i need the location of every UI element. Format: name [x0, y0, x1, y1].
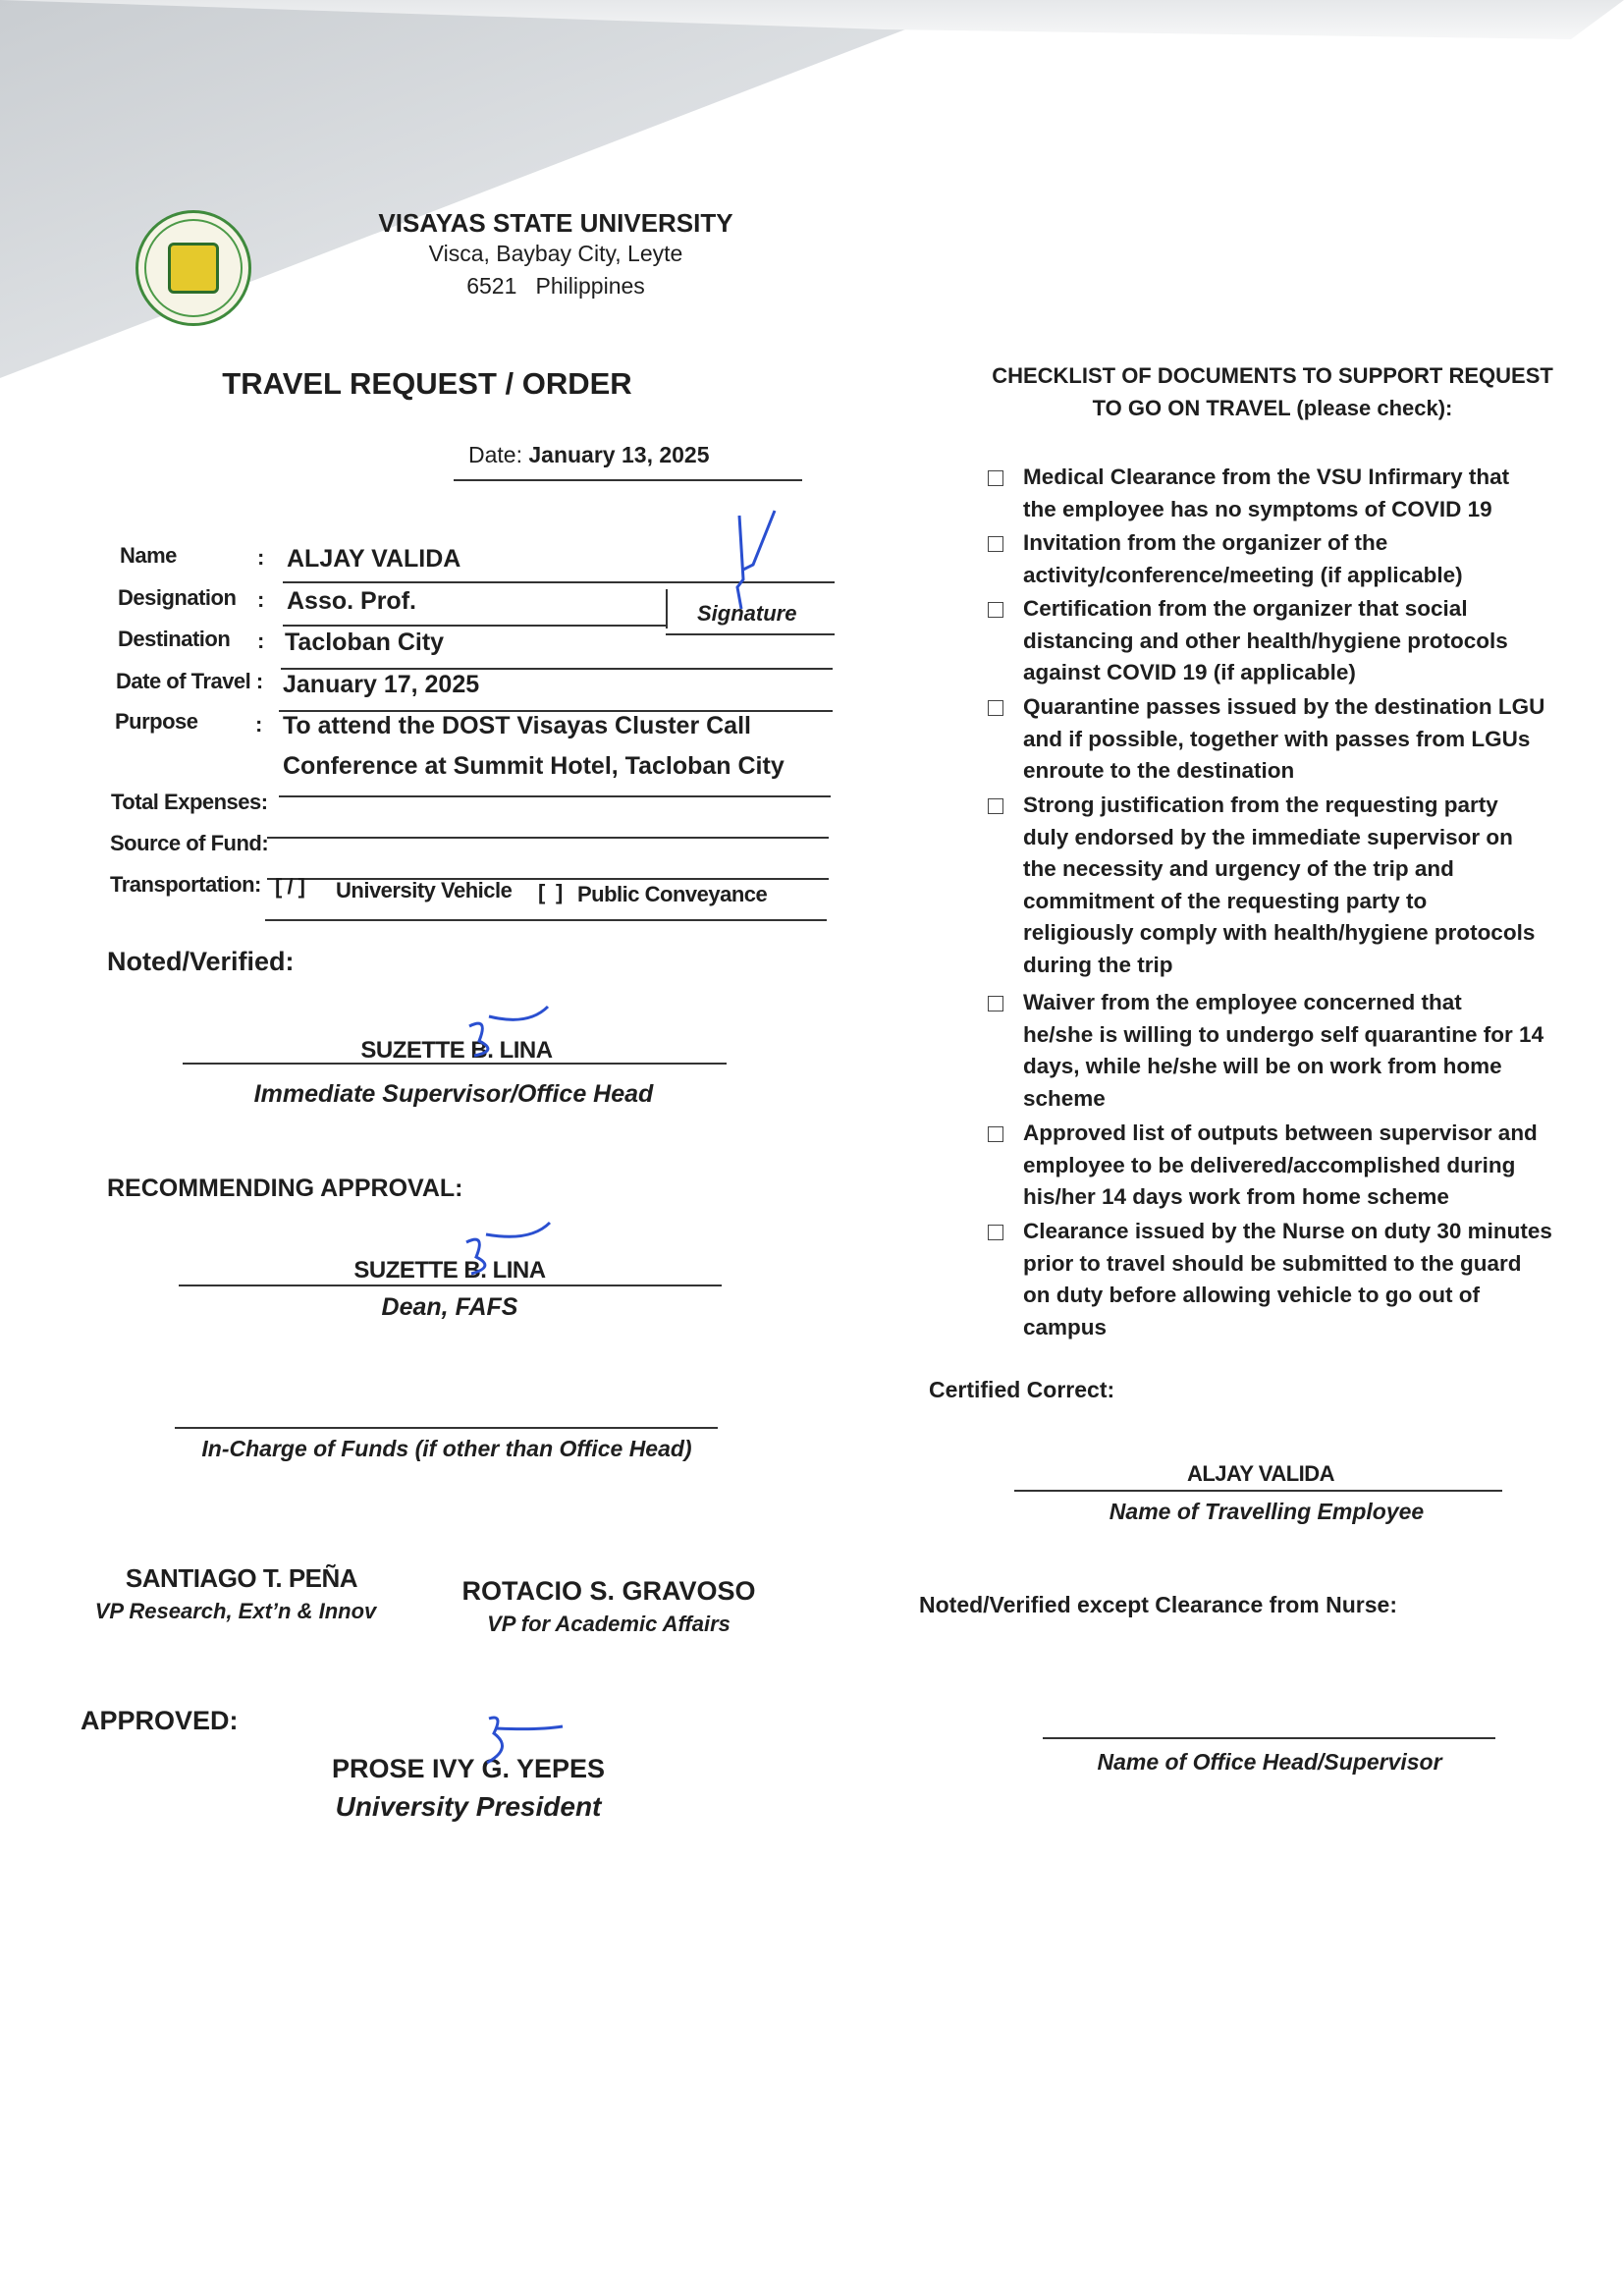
funds-line [175, 1427, 718, 1429]
recommending-heading: RECOMMENDING APPROVAL: [107, 1175, 463, 1202]
checklist-item-text: during the trip [1023, 952, 1173, 977]
supervisor-role: Immediate Supervisor/Office Head [253, 1080, 654, 1108]
colon: : [257, 587, 264, 612]
checklist-item-text: he/she is willing to undergo self quarantine for 14 [1023, 1021, 1544, 1047]
colon: : [257, 545, 264, 570]
applicant-signature [731, 511, 781, 619]
checklist-item-text: distancing and other health/hygiene protocols [1023, 628, 1508, 653]
certified-heading: Certified Correct: [929, 1377, 1115, 1402]
date-field [468, 442, 710, 468]
president-role: University President [335, 1791, 602, 1822]
checklist-checkbox[interactable] [988, 1126, 1003, 1142]
name-value: ALJAY VALIDA [287, 545, 461, 573]
checklist-item-text: Medical Clearance from the VSU Infirmary that [1023, 465, 1510, 489]
university-address: Visca, Baybay City, Leyte [428, 241, 683, 266]
checklist-item-text: Invitation from the organizer of the [1023, 530, 1388, 555]
form-title: TRAVEL REQUEST / ORDER [222, 366, 632, 401]
checklist-item [988, 462, 1567, 525]
checklist-item-text: prior to travel should be submitted to the guard [1023, 1250, 1522, 1276]
signature-label: Signature [697, 601, 797, 626]
checklist-item-text: Clearance issued by the Nurse on duty 30 minutes [1023, 1219, 1552, 1243]
checklist-item-text: Strong justification from the requesting party [1023, 793, 1498, 817]
purpose-line [279, 795, 831, 797]
name-label: Name [120, 543, 177, 568]
travelling-employee-name: ALJAY VALIDA [1186, 1461, 1335, 1486]
university-vehicle-label: University Vehicle [336, 878, 513, 902]
checklist-item-text: Waiver from the employee concerned that [1023, 990, 1462, 1014]
date-line [454, 479, 802, 481]
checklist-item-text: his/her 14 days work from home scheme [1023, 1184, 1449, 1209]
checklist-item-text: scheme [1023, 1085, 1106, 1111]
supervisor-name: SUZETTE B. LINA [360, 1037, 553, 1064]
signature-divider [666, 589, 668, 629]
checklist-item [988, 987, 1567, 1115]
university-name: VISAYAS STATE UNIVERSITY [378, 208, 733, 238]
checklist-item [988, 691, 1567, 788]
date-value: January 13, 2025 [528, 442, 710, 467]
dean-name: SUZETTE B. LINA [353, 1257, 546, 1284]
supervisor-signature [460, 1007, 558, 1066]
approved-heading: APPROVED: [81, 1706, 239, 1735]
president-name: PROSE IVY G. YEPES [331, 1754, 606, 1783]
checklist-item-text: religiously comply with health/hygiene protocols [1023, 920, 1536, 945]
checklist-item-text: and if possible, together with passes from LGUs [1023, 726, 1531, 751]
designation-label: Designation [118, 585, 237, 610]
office-head-line [1043, 1737, 1495, 1739]
checklist-checkbox[interactable] [988, 602, 1003, 618]
checklist-item [988, 1216, 1567, 1343]
public-conveyance-checkbox[interactable]: [ ] [538, 880, 563, 904]
dean-signature [452, 1223, 560, 1282]
checklist-item-text: campus [1023, 1314, 1108, 1339]
destination-label: Destination [118, 627, 231, 651]
vp-academic-role: VP for Academic Affairs [487, 1612, 731, 1636]
colon: : [255, 712, 262, 737]
checklist-checkbox[interactable] [988, 996, 1003, 1011]
checklist-checkbox[interactable] [988, 1225, 1003, 1240]
public-conveyance-label: Public Conveyance [577, 882, 768, 906]
vp-academic-name: ROTACIO S. GRAVOSO [461, 1576, 756, 1606]
checklist-item-text: commitment of the requesting party to [1023, 888, 1428, 913]
checklist-checkbox[interactable] [988, 700, 1003, 716]
supervisor-line [183, 1063, 727, 1065]
dean-line [179, 1285, 722, 1286]
university-vehicle-checkbox[interactable]: [ / ] [275, 874, 305, 899]
checklist-item [988, 527, 1567, 591]
funds-role: In-Charge of Funds (if other than Office Head) [201, 1436, 692, 1461]
date-label: Date: [468, 442, 522, 467]
designation-line [283, 625, 666, 627]
checklist-item-text: Approved list of outputs between supervisor and [1023, 1121, 1538, 1145]
checklist-title-line1: CHECKLIST OF DOCUMENTS TO SUPPORT REQUEST [992, 363, 1553, 388]
checklist-item [988, 593, 1567, 689]
checklist-title [992, 359, 1553, 424]
noted-heading: Noted/Verified: [107, 947, 295, 976]
total-expenses-line [267, 837, 829, 839]
checklist-item-text: enroute to the destination [1023, 758, 1295, 783]
president-signature [469, 1709, 577, 1777]
page-fold-shadow [0, 0, 1624, 393]
noted-nurse-heading: Noted/Verified except Clearance from Nurse: [919, 1592, 1397, 1617]
checklist-title-line2: TO GO ON TRAVEL (please check): [1092, 396, 1453, 420]
checklist-item-text: Quarantine passes issued by the destination LGU [1023, 694, 1545, 719]
vp-research-name: SANTIAGO T. PEÑA [125, 1563, 358, 1593]
checklist-item-text: the employee has no symptoms of COVID 19 [1023, 496, 1492, 521]
checklist-item-text: employee to be delivered/accomplished during [1023, 1152, 1516, 1177]
date-of-travel-value: January 17, 2025 [283, 671, 480, 698]
total-expenses-label: Total Expenses: [111, 790, 268, 814]
colon: : [257, 629, 264, 653]
checklist-checkbox[interactable] [988, 536, 1003, 552]
university-seal [135, 210, 251, 326]
signature-line [666, 633, 835, 635]
checklist-item-text: duly endorsed by the immediate supervisor on [1023, 824, 1513, 849]
date-of-travel-label: Date of Travel : [116, 669, 263, 693]
checklist-item-text: Certification from the organizer that social [1023, 596, 1468, 621]
university-country: 6521 Philippines [466, 273, 645, 299]
travelling-employee-role: Name of Travelling Employee [1109, 1499, 1425, 1524]
transportation-label: Transportation: [110, 872, 261, 897]
checklist-item [988, 790, 1567, 981]
checklist-item-text: the necessity and urgency of the trip and [1023, 856, 1454, 881]
checklist-checkbox[interactable] [988, 470, 1003, 486]
office-head-role: Name of Office Head/Supervisor [1097, 1749, 1442, 1775]
checklist-item-text: against COVID 19 (if applicable) [1023, 660, 1356, 684]
designation-value: Asso. Prof. [287, 587, 416, 615]
purpose-label: Purpose [115, 709, 198, 734]
transportation-line [265, 919, 827, 921]
travelling-employee-line [1014, 1490, 1502, 1492]
vp-research-role: VP Research, Ext’n & Innov [94, 1599, 377, 1623]
purpose-line1: To attend the DOST Visayas Cluster Call [283, 712, 751, 739]
destination-line [281, 668, 833, 670]
checklist-item [988, 1118, 1567, 1214]
checklist-checkbox[interactable] [988, 798, 1003, 814]
destination-value: Tacloban City [285, 629, 445, 656]
checklist-item-text: on duty before allowing vehicle to go out of [1023, 1283, 1480, 1307]
checklist-item-text: days, while he/she will be on work from home [1023, 1054, 1502, 1078]
dean-role: Dean, FAFS [381, 1293, 518, 1321]
source-of-fund-label: Source of Fund: [110, 831, 269, 855]
purpose-line2: Conference at Summit Hotel, Tacloban City [283, 752, 785, 780]
checklist-item-text: activity/conference/meeting (if applicable) [1023, 562, 1463, 587]
